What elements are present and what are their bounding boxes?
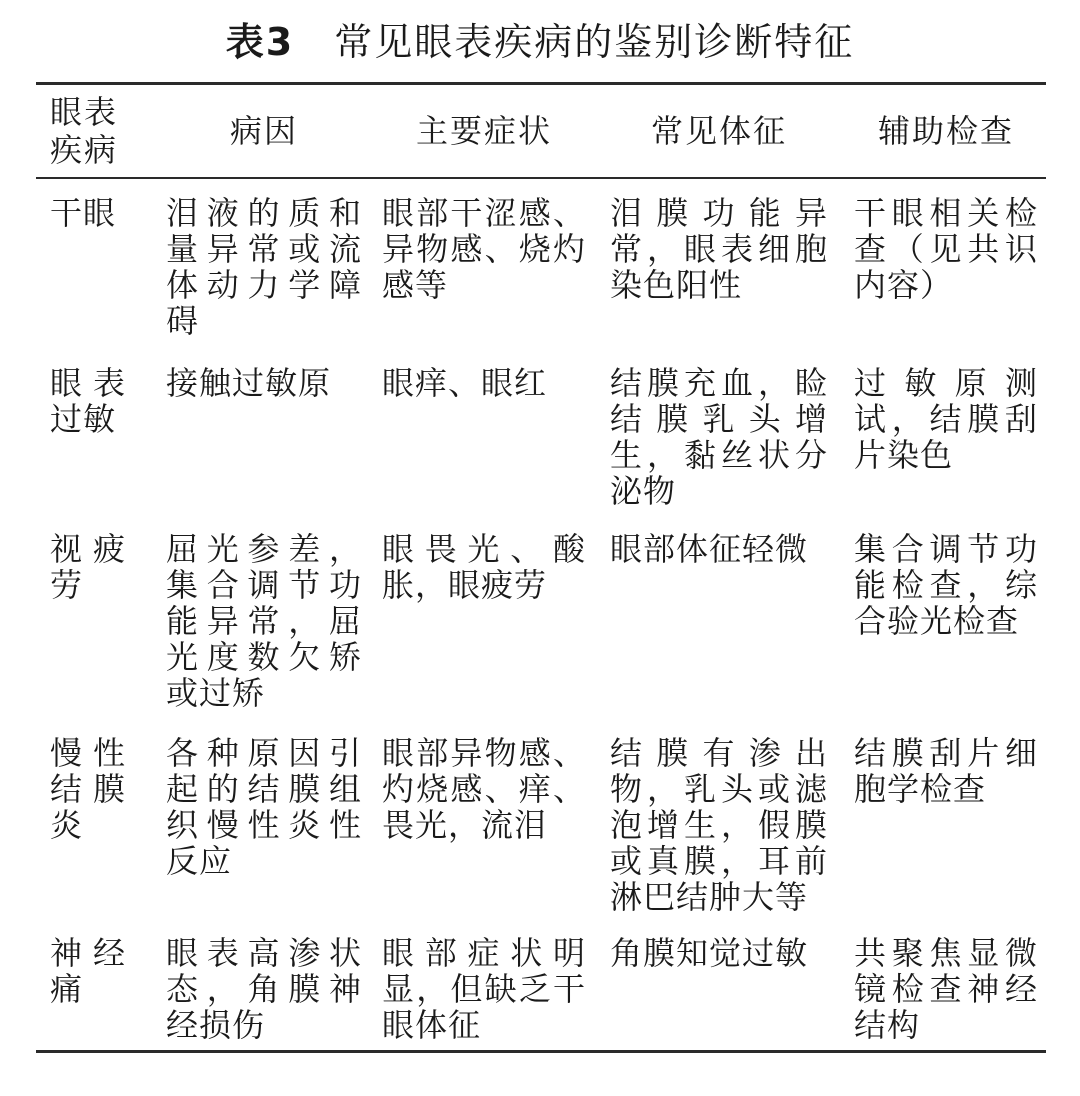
- cell-signs: 眼部体征轻微: [610, 530, 809, 568]
- cell-exam: 过敏原测试，结膜刮片染色: [854, 364, 1038, 474]
- bottom-rule: [36, 1050, 1046, 1053]
- cell-cause: 泪液的质和量异常或流体动力学障碍: [166, 194, 362, 340]
- cell-signs: 角膜知觉过敏: [610, 934, 809, 972]
- cell-exam: 结膜刮片细胞学检查: [854, 734, 1038, 808]
- cell-signs: 结膜有渗出物，乳头或滤泡增生，假膜或真膜，耳前淋巴结肿大等: [610, 734, 828, 916]
- cell-symptoms: 眼部症状明显，但缺乏干眼体征: [382, 934, 586, 1044]
- table-caption: 常见眼表疾病的鉴别诊断特征: [334, 20, 855, 64]
- cell-cause: 各种原因引起的结膜组织慢性炎性反应: [166, 734, 362, 880]
- cell-disease: 干眼: [50, 194, 117, 232]
- cell-exam: 干眼相关检查（见共识内容）: [854, 194, 1038, 304]
- column-header-signs: 常见体征: [650, 112, 787, 150]
- cell-exam: 共聚焦显微镜检查神经结构: [854, 934, 1038, 1044]
- table-header: [36, 85, 1046, 177]
- table-number: 表3: [225, 20, 295, 64]
- cell-exam: 集合调节功能检查，综合验光检查: [854, 530, 1038, 640]
- column-header-symptoms: 主要症状: [415, 112, 552, 150]
- cell-symptoms: 眼痒、眼红: [382, 364, 548, 402]
- cell-signs: 泪膜功能异常，眼表细胞染色阳性: [610, 194, 828, 304]
- cell-cause: 眼表高渗状态，角膜神经损伤: [166, 934, 362, 1044]
- column-header-exam: 辅助检查: [877, 112, 1014, 150]
- table-title: [0, 12, 1080, 72]
- cell-signs: 结膜充血，睑结膜乳头增生，黏丝状分泌物: [610, 364, 828, 510]
- header-rule: [36, 177, 1046, 179]
- cell-symptoms: 眼部干涩感、异物感、烧灼感等: [382, 194, 586, 304]
- cell-symptoms: 眼畏光、酸胀，眼疲劳: [382, 530, 586, 604]
- column-header-disease: 眼表疾病: [50, 93, 119, 169]
- cell-cause: 接触过敏原: [166, 364, 332, 402]
- cell-disease: 眼表过敏: [50, 364, 126, 438]
- column-header-cause: 病因: [229, 112, 298, 150]
- cell-disease: 慢性结膜炎: [50, 734, 126, 844]
- cell-cause: 屈光参差，集合调节功能异常，屈光度数欠矫或过矫: [166, 530, 362, 712]
- cell-disease: 视疲劳: [50, 530, 126, 604]
- cell-disease: 神经痛: [50, 934, 126, 1008]
- cell-symptoms: 眼部异物感、灼烧感、痒、畏光，流泪: [382, 734, 586, 844]
